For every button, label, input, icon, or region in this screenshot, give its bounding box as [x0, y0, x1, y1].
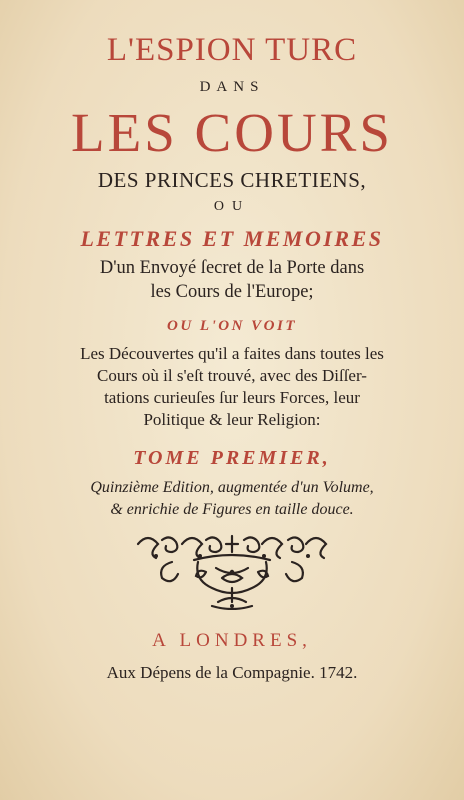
- edition-line-16: & enrichie de Figures en taille douce.: [110, 501, 354, 518]
- title-line-3: LES COURS: [71, 102, 393, 163]
- edition-line-15: Quinzième Edition, augmentée d'un Volume,: [90, 479, 374, 496]
- description-line-11: Cours où il s'eſt trouvé, avec des Diſſer-: [97, 366, 367, 385]
- title-line-1: L'ESPION TURC: [106, 32, 358, 68]
- description-line-13: Politique & leur Religion:: [143, 410, 321, 429]
- title-line-5: OU: [213, 199, 251, 214]
- description-line-10: Les Découvertes qu'il a faites dans toutes les: [80, 344, 384, 363]
- title-line-4: DES PRINCES CHRETIENS,: [97, 168, 367, 192]
- subtitle-line-7: D'un Envoyé ſecret de la Porte dans: [99, 258, 365, 278]
- imprint-city: A LONDRES,: [152, 630, 312, 651]
- imprint-publisher-date: Aux Dépens de la Compagnie. 1742.: [106, 663, 358, 682]
- volume-line-14: TOME PREMIER,: [133, 447, 331, 469]
- subtitle-line-9: OU L'ON VOIT: [167, 318, 297, 334]
- title-line-2: DANS: [199, 79, 265, 95]
- subtitle-line-8: les Cours de l'Europe;: [150, 282, 314, 302]
- printers-flower-ornament-icon: [132, 532, 332, 610]
- subtitle-line-6: LETTRES ET MEMOIRES: [80, 226, 384, 251]
- description-line-12: tations curieuſes ſur leurs Forces, leur: [104, 388, 360, 407]
